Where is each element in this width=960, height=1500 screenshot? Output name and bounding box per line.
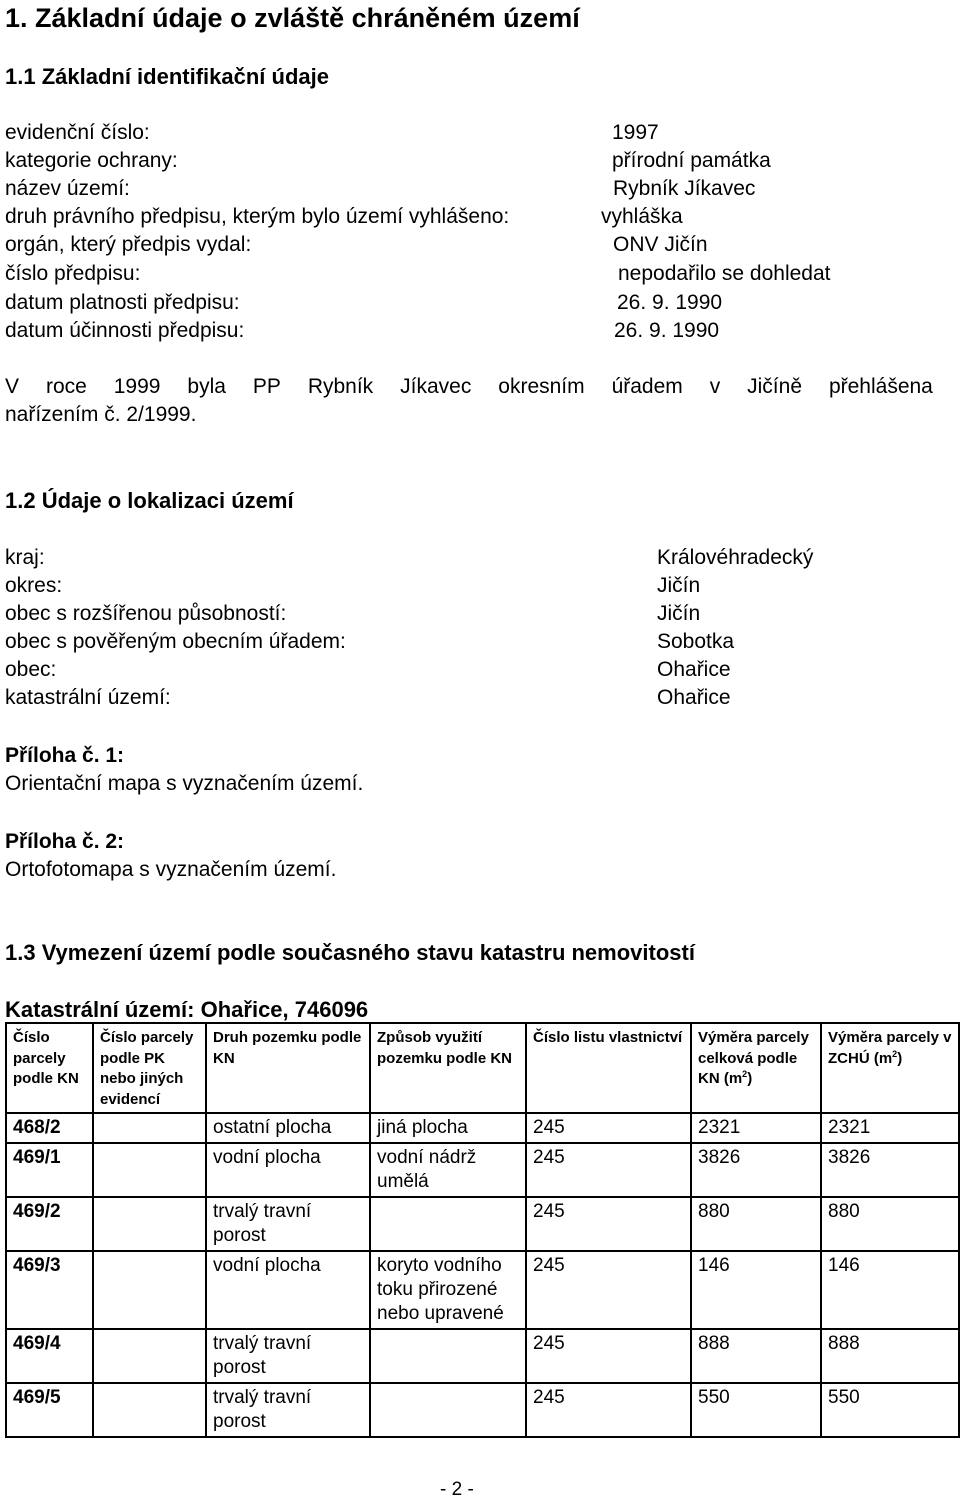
field-value: 1997 xyxy=(612,121,659,144)
location-value: Jičín xyxy=(657,574,701,597)
section-1-1-title: 1.1 Základní identifikační údaje xyxy=(5,64,329,89)
cell-area-zchu: 550 xyxy=(821,1383,959,1437)
field-label: orgán, který předpis vydal: xyxy=(5,233,252,256)
note-word: byla xyxy=(187,375,226,398)
note-paragraph-line-1 xyxy=(5,376,933,397)
note-word: roce xyxy=(45,375,87,398)
field-value: vyhláška xyxy=(601,205,683,228)
cell-land-use xyxy=(370,1329,526,1383)
cell-area-total: 550 xyxy=(691,1383,821,1437)
appendix-1-text: Orientační mapa s vyznačením území. xyxy=(5,772,364,795)
cell-ownership-sheet: 245 xyxy=(526,1113,691,1143)
appendix-1-title: Příloha č. 1: xyxy=(5,744,125,767)
closing-paren: ) xyxy=(897,1049,903,1067)
field-label: datum platnosti předpisu: xyxy=(5,291,240,314)
cell-land-use xyxy=(370,1197,526,1251)
cell-parcel-pk xyxy=(93,1251,206,1329)
note-word: V xyxy=(5,375,20,398)
cell-area-total: 888 xyxy=(691,1329,821,1383)
cell-land-type: trvalý travní porost xyxy=(206,1197,370,1251)
closing-paren: ) xyxy=(747,1070,753,1087)
cell-area-zchu: 888 xyxy=(821,1329,959,1383)
field-label: druh právního předpisu, kterým bylo území vyhlášeno: xyxy=(5,205,510,228)
note-paragraph-line-2: nařízením č. 2/1999. xyxy=(5,403,197,426)
column-header-area-total xyxy=(691,1023,821,1113)
column-header: Číslo listu vlastnictví xyxy=(526,1023,691,1113)
cell-land-use: koryto vodního toku přirozené nebo upravené xyxy=(370,1251,526,1329)
column-header: Číslo parcely podle KN xyxy=(6,1023,93,1113)
location-label: kraj: xyxy=(5,546,45,569)
location-value: Jičín xyxy=(657,602,701,625)
location-label: okres: xyxy=(5,574,63,597)
location-value: Ohařice xyxy=(657,686,731,709)
table-row xyxy=(6,1329,959,1383)
note-word: okresním xyxy=(498,375,585,398)
cell-land-use: jiná plocha xyxy=(370,1113,526,1143)
table-row xyxy=(6,1113,959,1143)
field-value: nepodařilo se dohledat xyxy=(618,262,831,285)
note-word: přehlášena xyxy=(828,375,933,398)
table-row xyxy=(6,1383,959,1437)
note-word: Rybník xyxy=(307,375,374,398)
cell-land-type: trvalý travní porost xyxy=(206,1383,370,1437)
cell-area-total: 880 xyxy=(691,1197,821,1251)
cell-parcel-kn: 469/2 xyxy=(6,1197,93,1251)
section-1-3-title: 1.3 Vymezení území podle současného stavu katastru nemovitostí xyxy=(5,940,695,965)
cell-ownership-sheet: 245 xyxy=(526,1383,691,1437)
table-row xyxy=(6,1143,959,1197)
cell-land-type: vodní plocha xyxy=(206,1143,370,1197)
note-word: PP xyxy=(252,375,281,398)
cadastre-label: Katastrální území: Ohařice, 746096 xyxy=(5,997,369,1022)
location-value: Královéhradecký xyxy=(657,546,814,569)
page-number: - 2 - xyxy=(440,1479,474,1500)
field-label: název území: xyxy=(5,177,130,200)
location-value: Sobotka xyxy=(657,630,735,653)
location-value: Ohařice xyxy=(657,658,731,681)
note-word: 1999 xyxy=(113,375,161,398)
cell-area-zchu: 3826 xyxy=(821,1143,959,1197)
cell-parcel-pk xyxy=(93,1143,206,1197)
note-word: v xyxy=(709,375,721,398)
cell-parcel-pk xyxy=(93,1113,206,1143)
note-word: Jičíně xyxy=(747,375,802,398)
field-value: ONV Jičín xyxy=(613,233,708,256)
field-value: 26. 9. 1990 xyxy=(614,319,720,342)
column-header: Způsob využití pozemku podle KN xyxy=(370,1023,526,1113)
table-row xyxy=(6,1251,959,1329)
cell-ownership-sheet: 245 xyxy=(526,1197,691,1251)
cell-area-zchu: 880 xyxy=(821,1197,959,1251)
cell-parcel-kn: 469/4 xyxy=(6,1329,93,1383)
cell-area-total: 146 xyxy=(691,1251,821,1329)
superscript: 2 xyxy=(742,1069,748,1079)
column-header-text: Výměra parcely v ZCHÚ (m xyxy=(828,1029,952,1067)
superscript: 2 xyxy=(892,1048,898,1059)
cell-land-use xyxy=(370,1383,526,1437)
column-header: Číslo parcely podle PK nebo jiných evidencí xyxy=(93,1023,206,1113)
column-header: Druh pozemku podle KN xyxy=(206,1023,370,1113)
cell-ownership-sheet: 245 xyxy=(526,1329,691,1383)
field-label: číslo předpisu: xyxy=(5,262,141,285)
location-label: obec: xyxy=(5,658,57,681)
field-value: 26. 9. 1990 xyxy=(617,291,723,314)
cell-parcel-kn: 469/5 xyxy=(6,1383,93,1437)
note-word: Jíkavec xyxy=(400,375,472,398)
cell-area-total: 2321 xyxy=(691,1113,821,1143)
note-word: úřadem xyxy=(611,375,683,398)
cell-ownership-sheet: 245 xyxy=(526,1143,691,1197)
cell-parcel-pk xyxy=(93,1329,206,1383)
page-heading: 1. Základní údaje o zvláště chráněném území xyxy=(5,3,580,33)
field-label: evidenční číslo: xyxy=(5,121,150,144)
appendix-2-text: Ortofotomapa s vyznačením území. xyxy=(5,858,337,881)
cell-parcel-kn: 469/3 xyxy=(6,1251,93,1329)
parcel-table xyxy=(5,1022,960,1438)
cell-area-total: 3826 xyxy=(691,1143,821,1197)
table-row xyxy=(6,1197,959,1251)
field-label: datum účinnosti předpisu: xyxy=(5,319,245,342)
location-label: obec s pověřeným obecním úřadem: xyxy=(5,630,346,653)
field-value: přírodní památka xyxy=(612,149,771,172)
cell-ownership-sheet: 245 xyxy=(526,1251,691,1329)
appendix-2-title: Příloha č. 2: xyxy=(5,830,125,853)
column-header-text: Výměra parcely celková podle KN (m xyxy=(698,1029,809,1087)
cell-area-zchu: 2321 xyxy=(821,1113,959,1143)
cell-parcel-pk xyxy=(93,1383,206,1437)
field-value: Rybník Jíkavec xyxy=(613,177,756,200)
field-label: kategorie ochrany: xyxy=(5,149,178,172)
column-header-area-zchu xyxy=(821,1023,959,1113)
cell-parcel-kn: 469/1 xyxy=(6,1143,93,1197)
location-label: obec s rozšířenou působností: xyxy=(5,602,287,625)
cell-area-zchu: 146 xyxy=(821,1251,959,1329)
cell-parcel-kn: 468/2 xyxy=(6,1113,93,1143)
section-1-2-title: 1.2 Údaje o lokalizaci území xyxy=(5,488,294,513)
table-header-row xyxy=(6,1023,959,1113)
cell-land-type: trvalý travní porost xyxy=(206,1329,370,1383)
cell-parcel-pk xyxy=(93,1197,206,1251)
cell-land-type: vodní plocha xyxy=(206,1251,370,1329)
cell-land-type: ostatní plocha xyxy=(206,1113,370,1143)
location-label: katastrální území: xyxy=(5,686,171,709)
cell-land-use: vodní nádrž umělá xyxy=(370,1143,526,1197)
